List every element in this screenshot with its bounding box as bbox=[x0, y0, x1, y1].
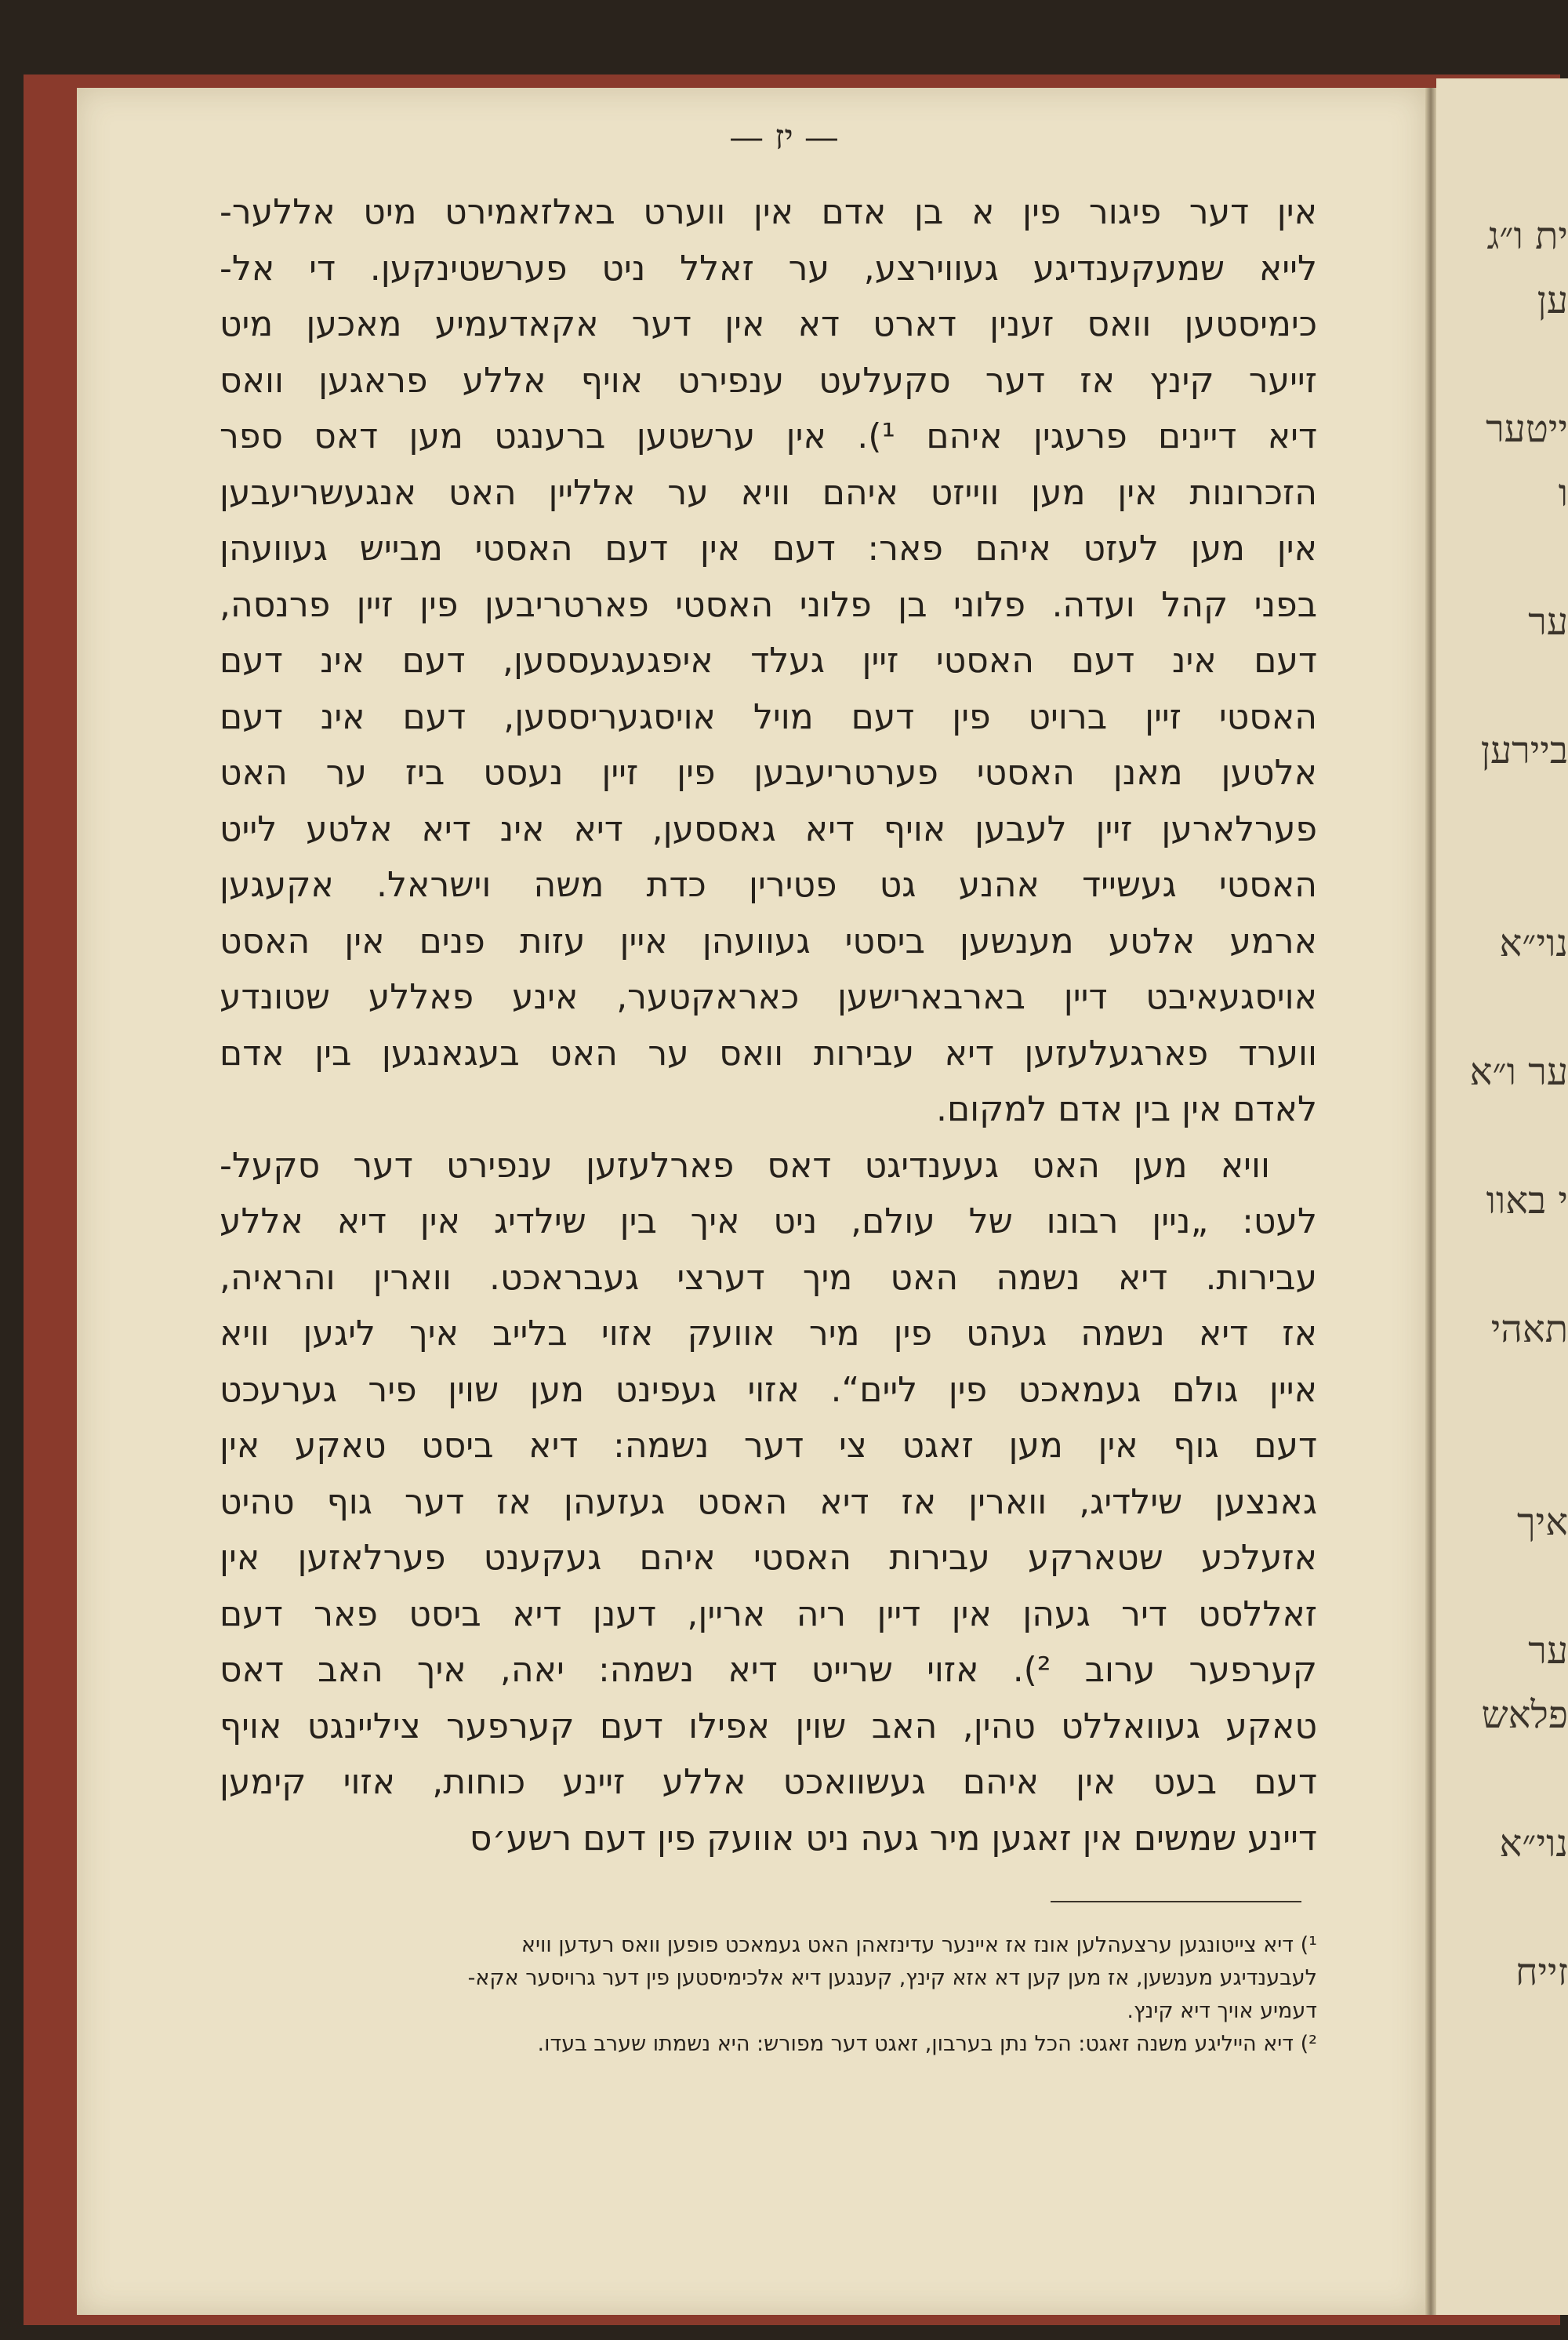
footnote-line: ¹) דיא צייטונגען ערצעהלען אונז אז איינער עדינזאהן האט געמאכט פופען וואס רעדען וויא bbox=[521, 1933, 1317, 1957]
text-line: אזעלכע שטארקע עבירות האסטי איהם געקענט פערלאזען אין bbox=[220, 1538, 1317, 1578]
text-line: קערפער ערוב ²). אזוי שרייט דיא נשמה: יאה, איך האב דאס bbox=[220, 1650, 1317, 1690]
paragraph-1 bbox=[220, 184, 1317, 1138]
text-line: פערלארען זיין לעבען אויף דיא גאססען, דיא אינ דיא אלטע לייט bbox=[220, 808, 1317, 849]
book-gutter bbox=[1425, 88, 1436, 2315]
text-line: איין גולם געמאכט פין ליים“. אזוי געפינט מען שוין פיר גערעכט bbox=[220, 1369, 1317, 1410]
text-line: דעם בעט אין איהם געשוואכט אללע זיינע כוחות, אזוי קימען bbox=[220, 1762, 1317, 1802]
text-line: כימיסטען וואס זענין דארט דא אין דער אקאדעמיע מאכען מיט bbox=[220, 304, 1317, 344]
footnote-divider bbox=[1051, 1901, 1301, 1902]
facing-page-fragment bbox=[1515, 1233, 1568, 1297]
facing-page bbox=[1436, 78, 1568, 2315]
facing-page-text bbox=[1469, 78, 1568, 2004]
text-line: ווערד פארגעלעזען דיא עבירות וואס ער האט בעגאנגען בין אדם bbox=[220, 1033, 1317, 1074]
footnote-line: לעבענדיגע מענשען, אז מען קען דא אזא קינץ, קענגען דיא אלכימיסטען פין דער גרויסער אקא- bbox=[467, 1966, 1317, 1990]
facing-page-fragment: ער bbox=[1528, 1629, 1568, 1673]
facing-page-fragment bbox=[1515, 1426, 1568, 1490]
footnotes bbox=[220, 1929, 1317, 2061]
text-line: זייער קינץ אז דער סקעלעט ענפירט אויף אללע פראגען וואס bbox=[220, 360, 1317, 401]
footnote-line: דעמיע אויך דיא קינץ. bbox=[1127, 1999, 1317, 2023]
text-line: האסטי געשייד אהנע גט פטירין כדת משה וישראל. אקעגען bbox=[220, 865, 1317, 905]
facing-page-fragment: תאהי bbox=[1490, 1307, 1568, 1351]
text-line: אין דער פיגור פין א בן אדם אין ווערט באלזאמירט מיט אללער- bbox=[220, 192, 1317, 232]
text-line: זאללסט דיר געהן אין דיין ריה אריין, דענן דיא ביסט פאר דעם bbox=[220, 1593, 1317, 1634]
text-line: דיינע שמשים אין זאגען מיר געה ניט אוועק פין דעם רשע׳ס bbox=[469, 1818, 1317, 1859]
facing-page-fragment bbox=[1515, 1747, 1568, 1811]
text-line: גאנצען שילדיג, ווארין אז דיא האסט געזעהן אז דער גוף טהיט bbox=[220, 1481, 1317, 1522]
facing-page-fragment: ער bbox=[1528, 600, 1568, 644]
facing-page-fragment bbox=[1515, 1104, 1568, 1168]
facing-page-fragment bbox=[1515, 332, 1568, 397]
facing-page-fragment: איך bbox=[1517, 1500, 1568, 1544]
text-line: לאדם אין בין אדם למקום. bbox=[936, 1089, 1317, 1129]
facing-page-fragment: י באוו bbox=[1486, 1179, 1568, 1223]
facing-page-fragment bbox=[1515, 976, 1568, 1040]
text-line: דעם אינ דעם האסטי זיין געלד איפגעגעססען, דעם אינ דעם bbox=[220, 641, 1317, 681]
paragraph-2 bbox=[220, 1138, 1317, 1867]
facing-page-fragment: פלאש bbox=[1481, 1693, 1568, 1737]
text-line: טאקע געוואללט טהין, האב שוין אפילו דעם קערפער ציליינגט אויף bbox=[220, 1706, 1317, 1746]
footnote-line: ²) דיא הייליגע משנה זאגט: הכל נתן בערבון, זאגט דער מפורש: היא נשמתו שערב בעדו. bbox=[537, 2032, 1317, 2056]
text-line: האסטי זיין ברויט פין דעם מויל אויסגעריססען, דעם אינ דעם bbox=[220, 696, 1317, 737]
facing-page-fragment: נוי״א bbox=[1499, 921, 1568, 965]
text-line: דעם גוף אין מען זאגט צי דער נשמה: דיא ביסט טאקע אין bbox=[220, 1426, 1317, 1466]
facing-page-fragment bbox=[1515, 1876, 1568, 1940]
facing-page-fragment bbox=[1515, 1361, 1568, 1426]
text-line: אלטען מאנן האסטי פערטריעבען פין זיין נעסט ביז ער האט bbox=[220, 753, 1317, 793]
facing-page-fragment: ען bbox=[1537, 278, 1568, 322]
text-line: עבירות. דיא נשמה האט מיך דערצי געבראכט. ווארין והראיה, bbox=[220, 1257, 1317, 1298]
text-line: בפני קהל ועדה. פלוני בן פלוני האסטי פארטריבען פין זיין פרנסה, bbox=[220, 584, 1317, 625]
text-line: אז דיא נשמה געהט פין מיר אוועק אזוי בלייב איך ליגען וויא bbox=[220, 1314, 1317, 1353]
text-line: דיא דיינים פרעגין איהם ¹). אין ערשטען ברענגט מען דאס ספר bbox=[220, 416, 1317, 456]
facing-page-fragment bbox=[1515, 654, 1568, 718]
facing-page-fragment: ית ו״ג bbox=[1486, 214, 1568, 258]
facing-page-fragment: ייטער bbox=[1486, 407, 1568, 451]
facing-page-fragment bbox=[1515, 847, 1568, 911]
page-number: — יז — bbox=[729, 118, 839, 158]
facing-page-fragment bbox=[1515, 783, 1568, 847]
text-line: הזכרונות אין מען ווייזט איהם וויא ער אלליין האט אנגעשריעבען bbox=[220, 472, 1317, 513]
facing-page-fragment: ו bbox=[1558, 471, 1568, 515]
text-line: ארמע אלטע מענשען ביסטי געוועהן איין עזות פנים אין האסט bbox=[220, 921, 1317, 961]
facing-page-fragment: ער ו״א bbox=[1469, 1050, 1568, 1094]
text-line: לעט: „ניין רבונו של עולם, ניט איך בין שילדיג אין דיא אללע bbox=[220, 1201, 1317, 1241]
text-line: לייא שמעקענדיגע געווירצע, ער זאלל ניט פערשטינקען. די אל- bbox=[220, 248, 1317, 289]
facing-page-fragment bbox=[1515, 525, 1568, 590]
facing-page-fragment: זייח bbox=[1515, 1950, 1568, 1994]
facing-page-fragment bbox=[1515, 1554, 1568, 1619]
text-line: אין מען לעזט איהם פאר: דעם אין דעם האסטי מבייש געוועהן bbox=[220, 529, 1317, 569]
main-text bbox=[220, 184, 1317, 1866]
text-line: אויסגעאיבט דיין בארבארישען כאראקטער, אינע פאללע שטונדע bbox=[220, 977, 1317, 1017]
facing-page-fragment: נוי״א bbox=[1499, 1822, 1568, 1866]
text-line: וויא מען האט געענדיגט דאס פארלעזען ענפירט דער סקעל- bbox=[220, 1145, 1270, 1186]
facing-page-fragment: ביירען bbox=[1480, 729, 1568, 772]
